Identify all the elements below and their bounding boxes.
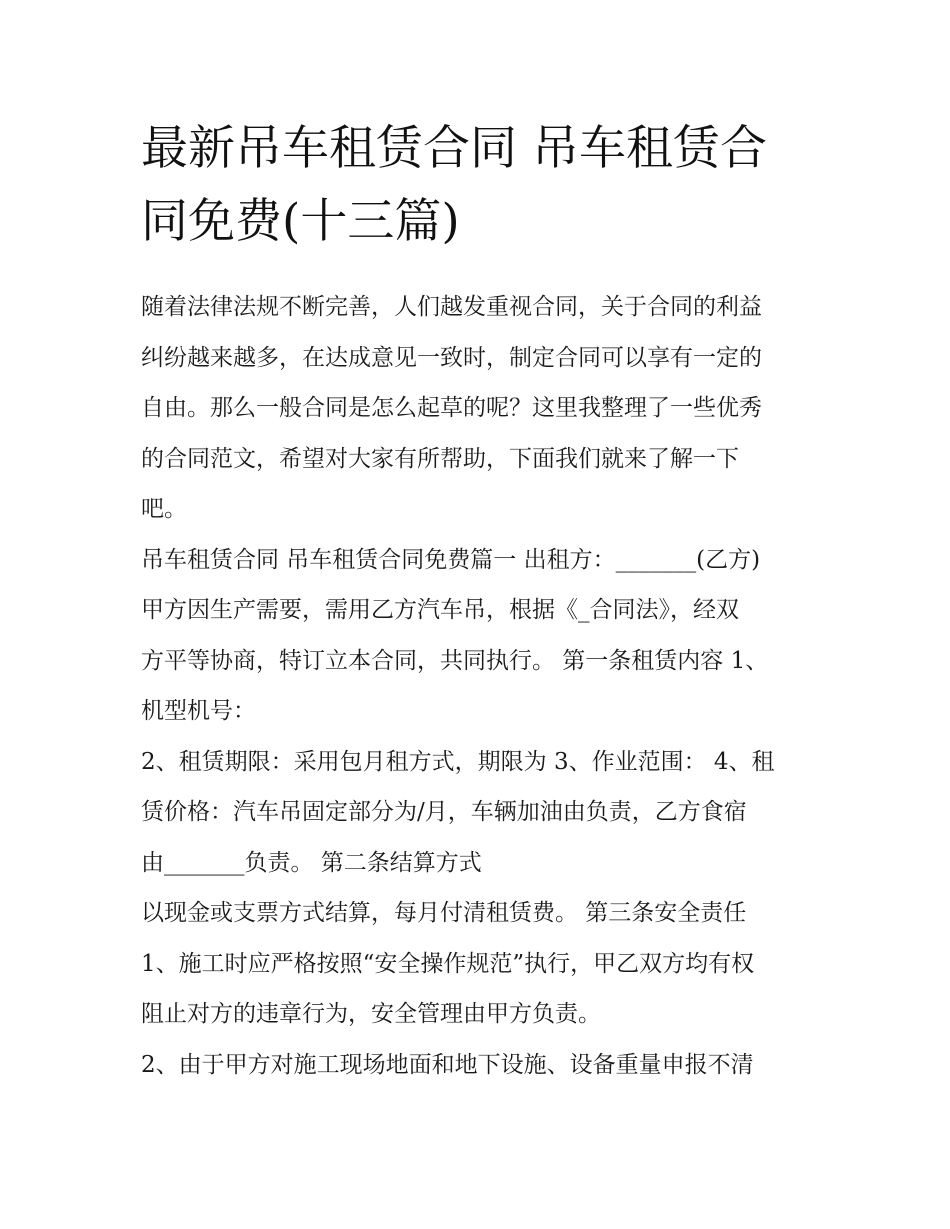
body-line: 机型机号：: [141, 698, 256, 724]
document-body: [141, 282, 816, 1090]
body-line: 的合同范文，希望对大家有所帮助，下面我们就来了解一下: [141, 445, 739, 472]
title-line: 最新吊车租赁合同 吊车租赁合: [141, 121, 767, 176]
body-line: 由_______负责。 第二条结算方式: [141, 849, 482, 876]
body-line: 1、施工时应严格按照“安全操作规范”执行，甲乙双方均有权: [141, 950, 755, 977]
body-line: 随着法律法规不断完善，人们越发重视合同，关于合同的利益: [141, 294, 762, 320]
body-line: 方平等协商，特订立本合同，共同执行。 第一条租赁内容 1、: [141, 647, 769, 674]
body-line: 阻止对方的违章行为，安全管理由甲方负责。: [141, 1001, 601, 1027]
body-line: 2、租赁期限：采用包月租方式，期限为 3、作业范围： 4、租: [141, 748, 775, 775]
body-line: 吧。: [141, 496, 187, 522]
document-content: [141, 112, 816, 1090]
title-line: 同免费(十三篇): [141, 194, 460, 249]
body-line: 纠纷越来越多，在达成意见一致时，制定合同可以享有一定的: [141, 344, 762, 371]
body-line: 吊车租赁合同 吊车租赁合同免费篇一 出租方：_______(乙方): [141, 546, 761, 573]
body-line: 以现金或支票方式结算，每月付清租赁费。 第三条安全责任: [141, 900, 747, 926]
body-line: 甲方因生产需要，需用乙方汽车吊，根据《_合同法》，经双: [141, 597, 739, 623]
body-line: 自由。那么一般合同是怎么起草的呢？这里我整理了一些优秀: [141, 395, 762, 421]
body-line: 2、由于甲方对施工现场地面和地下设施、设备重量申报不清: [141, 1051, 754, 1078]
body-line: 赁价格：汽车吊固定部分为/月，车辆加油由负责，乙方食宿: [141, 799, 747, 825]
document-title: [141, 112, 816, 258]
